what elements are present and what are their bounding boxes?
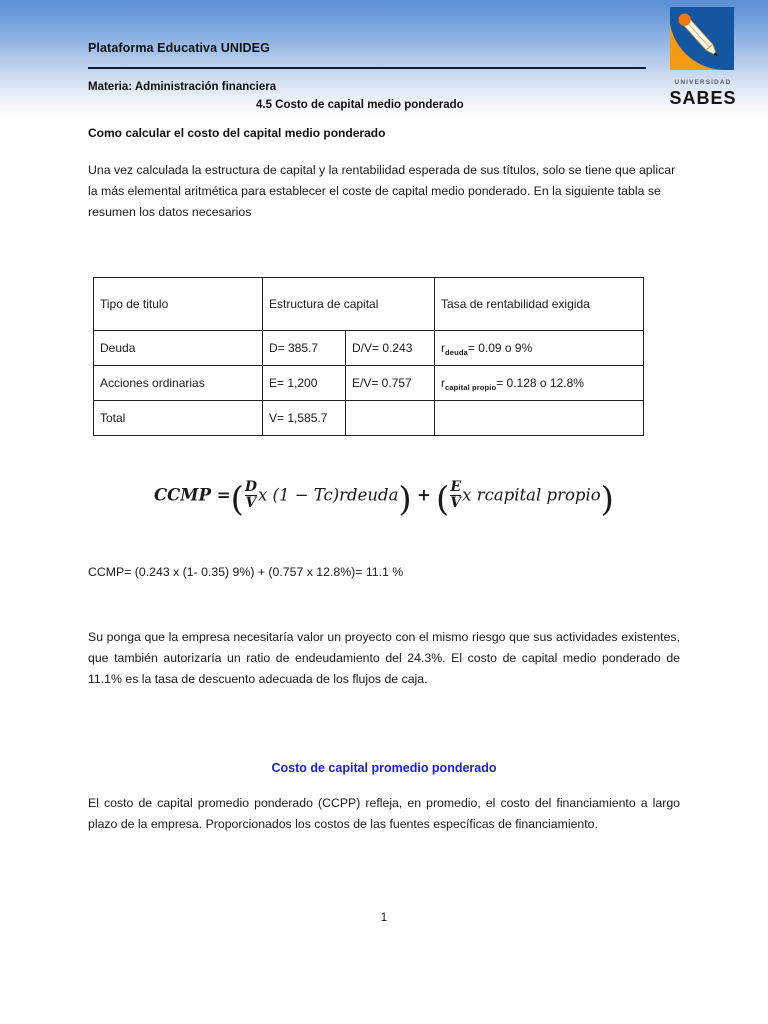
table-header-tipo: Tipo de titulo	[94, 278, 263, 331]
heading-como-calcular: Como calcular el costo del capital medio ponderado	[88, 126, 386, 140]
cell-tasa-value: = 0.09 o 9%	[467, 341, 533, 355]
cell-estructura-rel: D/V= 0.243	[346, 331, 435, 366]
formula-close-paren-2: )	[600, 479, 614, 520]
formula-fraction-dv	[245, 480, 257, 510]
site-title: Plataforma Educativa UNIDEG	[88, 41, 270, 55]
cell-estructura-abs: V= 1,585.7	[263, 401, 346, 436]
table-row	[94, 366, 644, 401]
sabes-logo	[666, 6, 740, 110]
cell-tipo: Acciones ordinarias	[94, 366, 263, 401]
paragraph-suponga: Su ponga que la empresa necesitaría valor un proyecto con el mismo riesgo que sus actividades existentes, que también autorizaría un ratio de endeudamiento del 24.3%. El costo de capital medio ponderado de 11.1% es la tasa de descuento adecuada de los flujos de caja.	[88, 630, 680, 686]
header-divider-rule	[88, 67, 646, 69]
cell-estructura-rel: E/V= 0.757	[346, 366, 435, 401]
formula-open-paren-1: (	[230, 479, 244, 520]
table-header-tasa: Tasa de rentabilidad exigida	[435, 278, 644, 331]
heading-costo-capital-promedio: Costo de capital promedio ponderado	[271, 761, 497, 775]
cell-tipo: Deuda	[94, 331, 263, 366]
paragraph-ccpp: El costo de capital promedio ponderado (CCPP) refleja, en promedio, el costo del financiamiento a largo plazo de la empresa. Proporcionados los costos de las fuentes específicas de financiamiento.	[88, 796, 680, 831]
formula-operator: +	[416, 485, 431, 505]
cell-tasa-value: = 0.128 o 12.8%	[496, 376, 584, 390]
cell-tasa	[435, 331, 644, 366]
formula-lhs: CCMP =	[154, 485, 231, 505]
cell-estructura-abs: E= 1,200	[263, 366, 346, 401]
formula-open-paren-2: (	[436, 479, 450, 520]
formula-fraction-ev	[450, 480, 461, 510]
formula-dv-denominator: V	[245, 494, 257, 511]
university-emblem-icon	[666, 6, 740, 78]
cell-tasa	[435, 401, 644, 436]
cell-tasa-subscript: deuda	[445, 347, 468, 357]
logo-university-word: UNIVERSIDAD	[674, 79, 732, 86]
ccmp-formula	[0, 479, 768, 520]
page-number: 1	[380, 912, 388, 924]
cell-tasa-symbol: r	[441, 341, 446, 355]
ccmp-calculation-line: CCMP= (0.243 x (1- 0.35) 9%) + (0.757 x 12.8%)= 11.1 %	[88, 565, 404, 579]
table-row	[94, 401, 644, 436]
formula-close-paren-1: )	[398, 479, 412, 520]
materia-label: Materia: Administración financiera	[88, 81, 277, 93]
formula-group2-rest: x rcapital propio	[462, 485, 601, 505]
table-row	[94, 331, 644, 366]
formula-ev-numerator: E	[450, 479, 462, 495]
paragraph-intro: Una vez calculada la estructura de capital y la rentabilidad esperada de sus títulos, solo se tiene que aplicar la más elemental aritmética para establecer el coste de capital medio ponderado. En la siguiente tabla se resumen los datos necesarios	[88, 163, 676, 219]
formula-group1-rest: x (1 − Tc)rdeuda	[257, 485, 399, 505]
table-header-row	[94, 278, 644, 331]
cell-estructura-rel	[346, 401, 435, 436]
cell-tasa-subscript: capital propio	[445, 382, 497, 392]
formula-ev-denominator: V	[450, 494, 462, 511]
cell-estructura-abs: D= 385.7	[263, 331, 346, 366]
capital-structure-table	[93, 277, 644, 436]
table-header-estructura: Estructura de capital	[263, 278, 435, 331]
cell-tipo: Total	[94, 401, 263, 436]
cell-tasa	[435, 366, 644, 401]
logo-name: SABES	[669, 88, 737, 108]
section-title: 4.5 Costo de capital medio ponderado	[256, 99, 464, 111]
formula-dv-numerator: D	[244, 479, 257, 495]
cell-tasa-symbol: r	[441, 376, 446, 390]
